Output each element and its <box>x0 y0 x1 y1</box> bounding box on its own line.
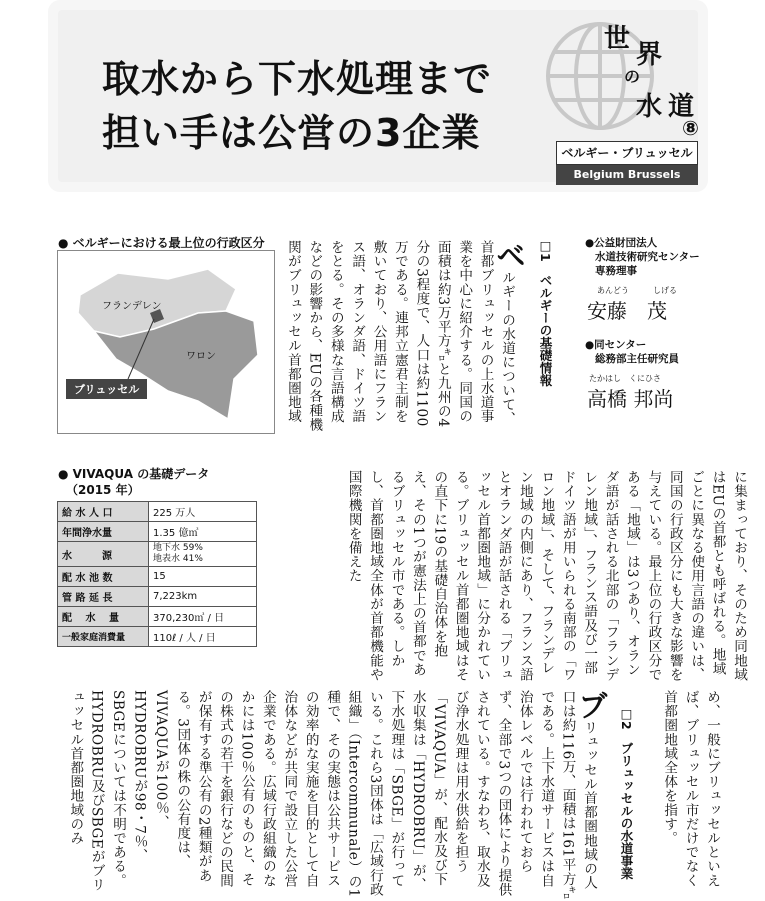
article-column <box>52 690 607 900</box>
author-block <box>585 236 755 412</box>
table-title <box>58 466 209 498</box>
belgium-map-graphic <box>58 251 274 433</box>
row-value: 225 万人 <box>149 502 257 522</box>
vivaqua-data-table <box>57 501 257 647</box>
row-value: 1.35 億㎥ <box>149 522 257 542</box>
row-value: 15 <box>149 567 257 587</box>
section-heading: □1 ベルギーの基礎情報 <box>538 238 553 387</box>
drop-cap: ベ <box>490 240 525 271</box>
title-line-2: 担い手は公営の3企業 <box>102 111 481 155</box>
label-wallonia: ワロン <box>186 351 216 362</box>
location-jp: ベルギー・ブリュッセル <box>556 141 698 165</box>
article-text: ルギーの水道について、首都ブリュッセルの上水道事業を中心に紹介する。同国の面積は約3万平方㌔と九州の4分の3程度で、人口は約1100万である。連邦立憲君主制を敷いており、公用語にフランス語、オランダ語、ドイツ語をとる。その多様な言語構成などの影響から、EUの各種機関がブリュッセル首都圏地域 <box>284 240 515 432</box>
label-flanders: フランデレン <box>102 301 162 312</box>
author-ruby: あんどう しげる <box>597 286 677 295</box>
article-column: め、一般にブリュッセルといえば、ブリュッセル市だけでなく首都圏地域全体を指す。 <box>661 690 720 888</box>
author-role: 総務部主任研究員 <box>595 353 679 365</box>
series-char: 水 <box>636 92 663 122</box>
row-key: 管 路 延 長 <box>58 587 149 607</box>
drop-cap: ブ <box>572 690 607 721</box>
section-heading: □2 ブリュッセルの水道事業 <box>619 706 634 880</box>
author-role: 専務理事 <box>595 265 637 277</box>
author-name: 高橋 邦尚 <box>587 387 674 411</box>
series-number: ⑧ <box>682 116 699 140</box>
map-title: ● ベルギーにおける最上位の行政区分 <box>58 236 265 250</box>
location-en: Belgium Brussels <box>556 165 698 185</box>
article-column <box>284 240 525 436</box>
row-key: 水 源 <box>58 542 149 567</box>
author-ruby: たかはし くにひさ <box>589 374 661 383</box>
table-row <box>58 542 257 567</box>
row-key: 配 水 池 数 <box>58 567 149 587</box>
table-row <box>58 627 257 647</box>
series-char: の <box>624 67 641 86</box>
row-key: 配 水 量 <box>58 607 149 627</box>
label-brussels: ブリュッセル <box>66 379 147 399</box>
row-value: 110ℓ / 人 / 日 <box>149 627 257 647</box>
author-name: 安藤 茂 <box>587 299 667 323</box>
row-key: 年間浄水量 <box>58 522 149 542</box>
table-row <box>58 502 257 522</box>
table-row <box>58 607 257 627</box>
article-text: リュッセル首都圏地域の人口は約116万、面積は161平方㌔である。上下水道サービスは自治体レベルでは行われておらず、全部で3つの団体により提供されている。すなわち、取水及び浄水処理は用水供給を担う「VIVAQUA」が、配水及び下水収集は「HYDROBRU」が、下水処理は「SBGE」が行っている。これら3団体は「広域行政組織」（Intercommunale）の1種で、その実態は公共サービスの効率的な実施を目的として自治体などが共同で設立した公営企業である。広域行政組織のなかには100％公有のものと、その株式の若干を銀行などの民間が保有する準公有の2種類がある。3団体の株の公有度は、VIVAQUAが100％、HYDROBRUが98・7％、SBGEについては不明である。HYDROBRU及びSBGEがブリュッセル首都圏地域のみ <box>67 690 597 900</box>
series-char: 界 <box>636 40 663 70</box>
table-title-line-1: ● VIVAQUA の基礎データ <box>58 467 210 481</box>
page-title <box>102 52 492 160</box>
series-char: 世 <box>604 24 631 54</box>
author-org-name: 水道技術研究センター <box>595 251 700 263</box>
row-value: 7,223km <box>149 587 257 607</box>
series-char: 道 <box>668 92 695 122</box>
location-badge <box>556 141 698 187</box>
table-row <box>58 567 257 587</box>
article-column: に集まっており、そのため同地域はEUの首都とも呼ばれる。地域ごとに異なる使用言語の違いは、同国の行政区分にも大きな影響を与えている。最上位の行政区分である「地域」は3つあり、オランダ語が話される北部の「フランデレン地域」、フランス語及び一部ドイツ語が用いられる南部の「ワロン地域」、そして、フランデレン地域の内側にあり、フランス語とオランダ語が話される「ブリュッセル首都圏地域」に分かれている。ブリュッセル首都圏地域はその直下に19の基礎自治体を抱え、その1つが憲法上の首都であるブリュッセル市である。しかし、首都圏地域全体が首都機能や国際機関を備えた <box>345 470 747 682</box>
series-logo <box>600 8 710 148</box>
title-line-1: 取水から下水処理まで <box>102 57 493 101</box>
table-row <box>58 587 257 607</box>
table-row <box>58 522 257 542</box>
belgium-map <box>57 250 275 434</box>
author-org: ●公益財団法人 <box>585 237 658 249</box>
row-key: 一般家庭消費量 <box>58 627 149 647</box>
row-key: 給 水 人 口 <box>58 502 149 522</box>
row-value: 地下水 59% 地表水 41% <box>149 542 257 567</box>
author-org: ●同センター <box>585 339 647 351</box>
table-title-line-2: （2015 年） <box>66 483 140 497</box>
row-value: 370,230㎥ / 日 <box>149 607 257 627</box>
